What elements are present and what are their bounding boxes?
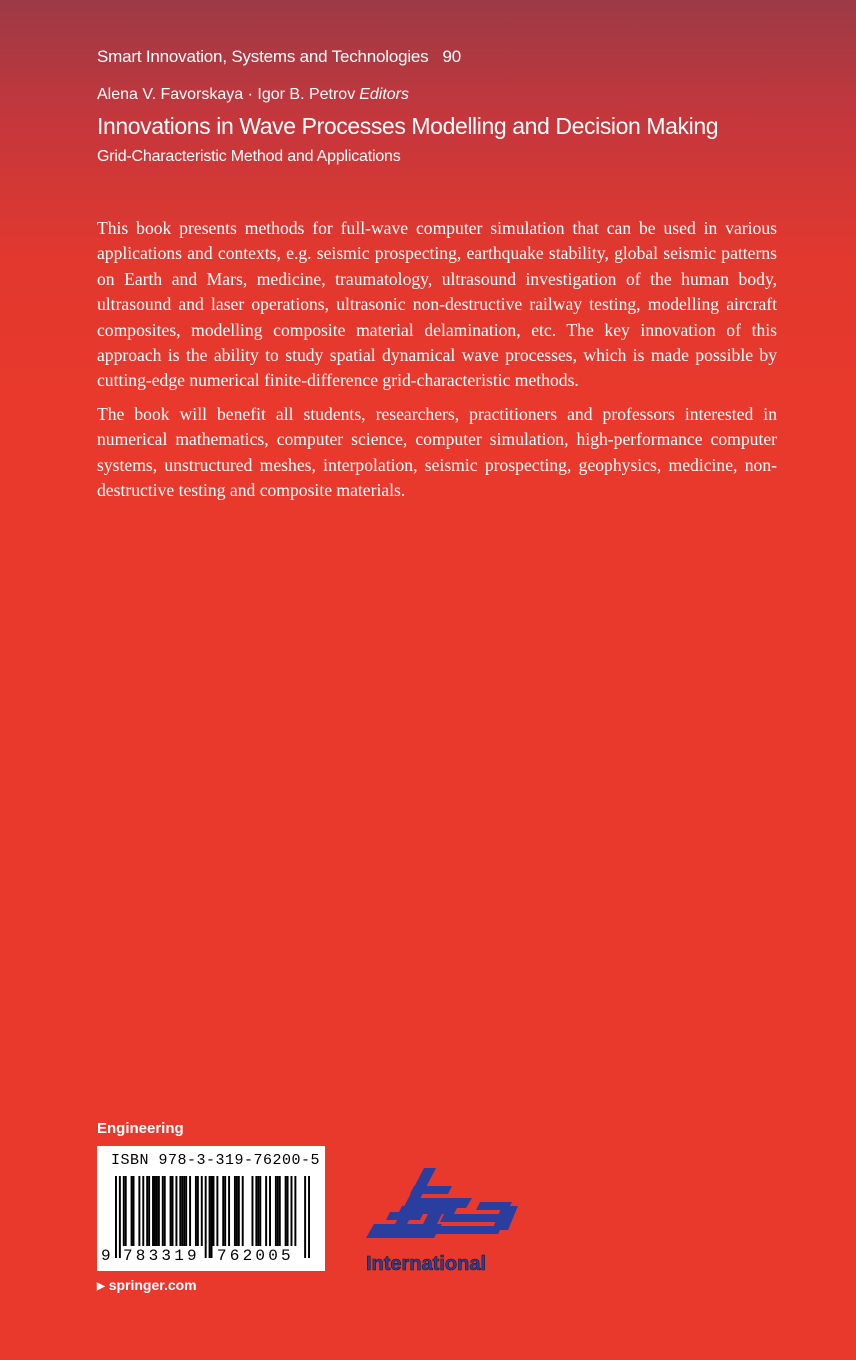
barcode-bar <box>234 1176 236 1246</box>
barcode-bar <box>304 1176 306 1258</box>
barcode-bar <box>123 1176 125 1246</box>
barcode-bar <box>133 1176 135 1246</box>
description-paragraph-2: The book will benefit all students, researchers, practitioners and professors interested in numerical mathematics, computer science, computer simulation, high-performance computer systems, unstructured meshes, interpolation, seismic prospecting, geophysics, medicine, non-destructive testing and composite materials. <box>97 403 777 501</box>
isbn-text: ISBN 978-3-319-76200-5 <box>111 1152 321 1169</box>
editor-names: Alena V. Favorskaya · Igor B. Petrov <box>97 86 356 103</box>
barcode-bar <box>148 1176 150 1246</box>
barcode-bar <box>308 1176 310 1258</box>
barcode-bar <box>255 1176 257 1246</box>
barcode-bar <box>197 1176 199 1246</box>
barcode-bar <box>183 1176 185 1246</box>
barcode-bar <box>154 1176 156 1246</box>
editors-role: Editors <box>359 86 409 103</box>
barcode-bar <box>228 1176 230 1246</box>
barcode-bar <box>285 1176 287 1246</box>
barcode-first-digit: 9 <box>101 1247 111 1265</box>
barcode-bar <box>181 1176 183 1246</box>
springer-link[interactable] <box>97 1277 197 1293</box>
barcode-bar <box>265 1176 267 1246</box>
barcode-bar <box>205 1176 207 1258</box>
barcode-bar <box>242 1176 244 1246</box>
barcode-bar <box>211 1176 213 1258</box>
barcode-bar <box>131 1176 133 1246</box>
barcode-bar <box>216 1176 218 1246</box>
subject-category: Engineering <box>97 1120 184 1137</box>
barcode-bar <box>179 1176 181 1246</box>
barcode-bar <box>287 1176 289 1246</box>
kes-logo-text: International <box>366 1253 487 1275</box>
barcode-bar <box>142 1176 144 1246</box>
barcode-bar <box>125 1176 127 1246</box>
barcode-bar <box>277 1176 279 1246</box>
barcode-bar <box>162 1176 164 1246</box>
barcode-bar <box>170 1176 172 1246</box>
barcode-bar <box>156 1176 158 1246</box>
book-title: Innovations in Wave Processes Modelling and Decision Making <box>97 113 719 139</box>
barcode-bar <box>172 1176 174 1246</box>
barcode-bar <box>175 1176 177 1246</box>
barcode-bar <box>152 1176 154 1246</box>
barcode-bar <box>222 1176 224 1246</box>
barcode-bar <box>238 1176 240 1246</box>
barcode-bar <box>164 1176 166 1246</box>
barcode-bar <box>209 1176 211 1258</box>
barcode-bar <box>259 1176 261 1246</box>
barcode-bar <box>213 1176 215 1246</box>
barcode-bar <box>185 1176 187 1246</box>
barcode-bar <box>119 1176 121 1258</box>
barcode-bar <box>158 1176 160 1246</box>
springer-website: springer.com <box>108 1277 197 1293</box>
barcode-bar <box>236 1176 238 1246</box>
barcode-bar <box>224 1176 226 1246</box>
kes-logo-mark <box>366 1168 518 1238</box>
barcode-bar <box>201 1176 203 1246</box>
barcode-bar <box>252 1176 254 1246</box>
barcode-bar <box>138 1176 140 1246</box>
barcode-bar <box>189 1176 191 1246</box>
barcode-bar <box>291 1176 293 1246</box>
barcode-bar <box>115 1176 117 1258</box>
book-subtitle: Grid-Characteristic Method and Applications <box>97 148 401 165</box>
barcode-bar <box>257 1176 259 1246</box>
editors-line <box>97 86 409 104</box>
isbn-barcode <box>97 1146 325 1271</box>
barcode-right-group: 762005 <box>217 1247 294 1265</box>
series-number: 90 <box>442 47 461 66</box>
barcode-bar <box>275 1176 277 1246</box>
barcode-bar <box>195 1176 197 1246</box>
series-name: Smart Innovation, Systems and Technologies <box>97 47 429 66</box>
book-description <box>97 216 777 511</box>
barcode-left-group: 783319 <box>123 1247 200 1265</box>
description-paragraph-1: This book presents methods for full-wave computer simulation that can be used in various applications and contexts, e.g. seismic prospecting, earthquake stability, global seismic patterns on Earth and Mars, medicine, traumatology, ultrasound investigation of the human body, ultrasound and laser operations, ultrasonic non-destructive railway testing, modelling aircraft composites, modelling composite material delamination, etc. The key innovation of this approach is the ability to study spatial dynamical wave processes, which is made possible by cutting-edge numerical finite-difference grid-characteristic methods. <box>97 218 777 391</box>
barcode-bar <box>269 1176 271 1246</box>
arrow-right-icon: ▶ <box>97 1281 105 1292</box>
barcode-bar <box>294 1176 296 1246</box>
kes-international-logo <box>362 1168 532 1278</box>
series-line <box>97 47 461 67</box>
barcode-bar <box>279 1176 281 1246</box>
barcode-bar <box>146 1176 148 1246</box>
